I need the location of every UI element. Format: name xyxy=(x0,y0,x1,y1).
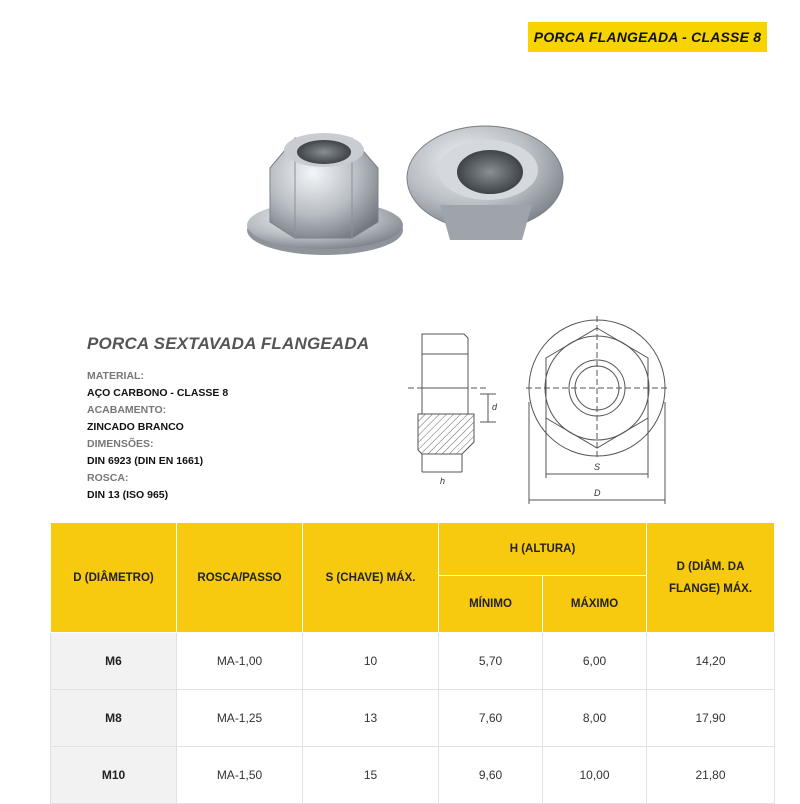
spec-table xyxy=(50,522,775,804)
cell-diameter: M10 xyxy=(51,747,177,804)
nut-left-image xyxy=(247,133,403,255)
dim-label-h: h xyxy=(440,476,446,486)
cell-thread: MA-1,00 xyxy=(177,633,303,690)
spec-label-dimensions: DIMENSÕES: xyxy=(87,438,154,450)
header-diameter: D (DIÂMETRO) xyxy=(51,523,177,633)
cell-height-min: 9,60 xyxy=(439,747,543,804)
header-height-min: MÍNIMO xyxy=(439,576,543,633)
dim-label-d-small: d xyxy=(492,402,498,412)
cell-flange: 17,90 xyxy=(647,690,775,747)
spec-label-thread: ROSCA: xyxy=(87,472,129,484)
front-view-drawing xyxy=(522,312,672,512)
cell-diameter: M6 xyxy=(51,633,177,690)
table-row xyxy=(51,633,775,690)
spec-value-dimensions: DIN 6923 (DIN EN 1661) xyxy=(87,455,204,467)
cell-thread: MA-1,25 xyxy=(177,690,303,747)
header-height: H (ALTURA) xyxy=(439,523,647,576)
cell-flange: 21,80 xyxy=(647,747,775,804)
cell-key: 10 xyxy=(303,633,439,690)
cell-height-min: 5,70 xyxy=(439,633,543,690)
cell-height-max: 6,00 xyxy=(543,633,647,690)
header-flange: D (DIÂM. DA FLANGE) MÁX. xyxy=(647,523,775,633)
header-thread: ROSCA/PASSO xyxy=(177,523,303,633)
product-info xyxy=(87,334,407,504)
side-view-drawing xyxy=(408,318,512,490)
nut-right-image xyxy=(407,126,563,240)
cell-key: 15 xyxy=(303,747,439,804)
header-banner xyxy=(528,22,767,52)
table-row xyxy=(51,747,775,804)
product-title: PORCA SEXTAVADA FLANGEADA xyxy=(87,334,370,353)
dim-label-s: S xyxy=(594,462,601,472)
spec-value-material: AÇO CARBONO - CLASSE 8 xyxy=(87,387,229,399)
header-key: S (CHAVE) MÁX. xyxy=(303,523,439,633)
table-row xyxy=(51,690,775,747)
spec-value-finish: ZINCADO BRANCO xyxy=(87,421,184,433)
cell-key: 13 xyxy=(303,690,439,747)
cell-thread: MA-1,50 xyxy=(177,747,303,804)
dim-label-d-big: D xyxy=(594,488,601,498)
spec-label-material: MATERIAL: xyxy=(87,370,144,382)
cell-flange: 14,20 xyxy=(647,633,775,690)
cell-diameter: M8 xyxy=(51,690,177,747)
cell-height-max: 10,00 xyxy=(543,747,647,804)
cell-height-min: 7,60 xyxy=(439,690,543,747)
banner-title: PORCA FLANGEADA - CLASSE 8 xyxy=(533,29,762,45)
header-height-max: MÁXIMO xyxy=(543,576,647,633)
spec-value-thread: DIN 13 (ISO 965) xyxy=(87,489,169,501)
product-photo xyxy=(240,110,570,270)
cell-height-max: 8,00 xyxy=(543,690,647,747)
spec-label-finish: ACABAMENTO: xyxy=(87,404,167,416)
